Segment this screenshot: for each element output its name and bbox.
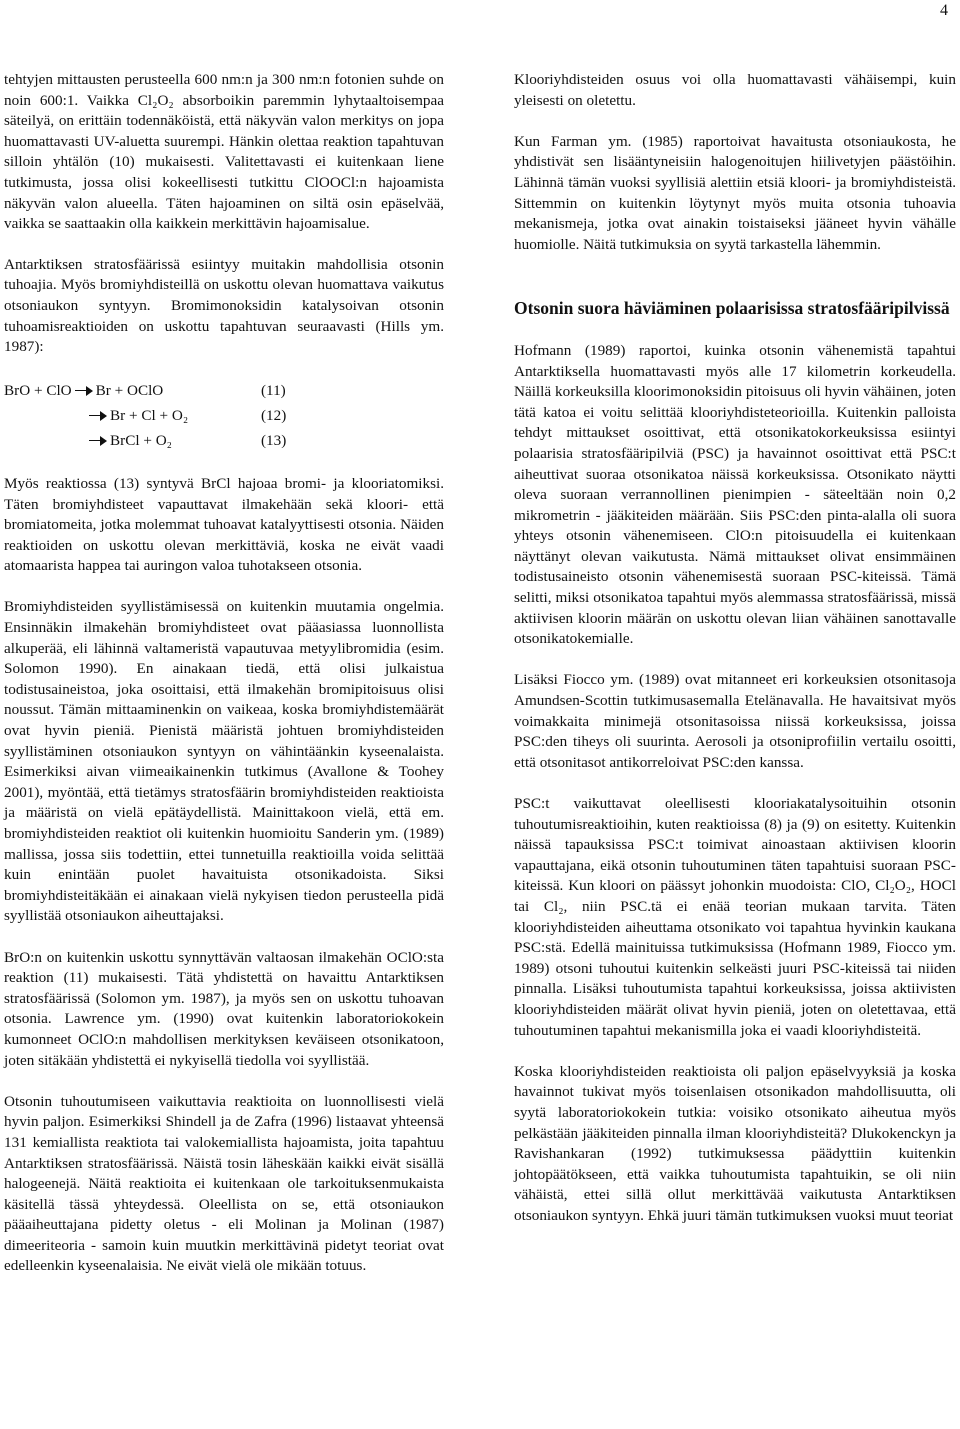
paragraph: Hofmann (1989) raportoi, kuinka otsonin vähenemistä tapahtui Antarktiksella huomattavasti myös alle 17 kilometrin korkeudella. Näillä korkeuksilla kloorimonoksidin pitoisuus oli hyvin vähäinen, joten tätä katoa ei voitu selittää klooriyhdisteteorioilla. Kuitenkin palloista tehdyt mittaukset osoittivat, että otsonikatokorkeuksissa esiintyi polaarisia stratosfääripilviä (PSC) ja havainnot osoittivat että PSC:t aiheuttivat suoraa otsonikatoa näissä korkeuksissa. Otsonikato näytti oleva suoraan verrannollinen pienimpien - säteeltään noin 0,2 mikrometrin - jääkiteiden määrään. Siis PSC:den pinta-alalla oli suora yhteys otsonin vähenemiseen. ClO:n pitoisuudella ei kuitenkaan näyttänyt olevan vaikutusta. Nämä mittaukset olivat ensimmäinen todistusaineisto otsonin vähenemisestä suoraan PSC-kiteissä. Tämä selitti, miksi otsonikatoa tapahtui myös alemmassa stratosfäärissä, missä aktiivisen kloorin määrän on uskottu olevan liian vähäinen sanottavalle otsonikatokemialle. xyxy=(514,341,956,648)
equation-right: Br + Cl + O₂ xyxy=(110,406,189,424)
equation-number: (12) xyxy=(261,406,287,424)
equation-11 xyxy=(4,378,444,403)
left-column xyxy=(4,70,444,1298)
equation-number: (13) xyxy=(261,431,287,449)
paragraph: Otsonin tuhoutumiseen vaikuttavia reaktioita on luonnollisesti vielä hyvin paljon. Esimerkiksi Shindell ja de Zafra (1996) listaavat yhteensä 131 kemiallista reaktiota tai valokemiallista hajoamista, joita tapahtuu Antarktiksen stratosfäärissä. Näistä tosin läheskään kaikki eivät sisällä halogeenejä. Näitä reaktioita ei kuitenkaan ole tarkoituksenmukaista käsitellä tässä yhteydessä. Oleellista on se, että otsoniaukon pääaiheuttajana pidetty oletus - eli Molinan ja Molinan (1987) dimeeriteoria - samoin kuin muutkin merkittävinä pidetyt teoriat ovat edelleenkin kyseenalaisia. Ne eivät vielä ole mikään totuus. xyxy=(4,1092,444,1275)
section-heading: Otsonin suora häviäminen polaarisissa stratosfääripilvissä xyxy=(514,298,950,319)
arrow-icon xyxy=(89,436,107,446)
arrow-icon xyxy=(75,386,93,396)
paragraph: Koska klooriyhdisteiden reaktioista oli paljon epäselvyyksiä ja koska havainnot tukivat myös toisenlaisen otsonikadon mahdollisuutta, oli syytä laboratoriokokein tutkia: voisiko otsonikato aiheutua myös pelkästään jääkiteiden pinnalla ilman klooriyhdisteitä? Dlukokenckyn ja Ravishankaran (1992) tutkimuksessa päädyttiin kuitenkin johtopäätökseen, että vaikka tuhoutumista tapahtuikin, se oli niin vähäistä, ettei sillä ollut merkittävää vaikutusta Antarktiksen otsoniaukon syntyyn. Ehkä juuri tämän tutkimuksen vuoksi muut teoriat xyxy=(514,1062,956,1224)
paragraph: tehtyjen mittausten perusteella 600 nm:n ja 300 nm:n fotonien suhde on noin 600:1. Vaikka Cl₂O₂ absorboikin paremmin lyhytaaltoisempaa säteilyä, on erittäin todennäköistä, että näkyvän valon merkitys on jopa huomattavasti UV-aluetta suurempi. Hänkin olettaa reaktion tapahtuvan silloin yhtälön (10) mukaisesti. Valitettavasti ei kuitenkaan liene tutkimusta, jossa olisi kokeellisesti tutkittu ClOOCl:n hajoamista näkyvän valon alueella. Täten hajoaminen on siltä osin epäselvää, vaikka se saattaakin olla kaikkein merkittävin hajoamisalue. xyxy=(4,71,444,233)
right-column xyxy=(514,70,956,1247)
equation-right: Br + OClO xyxy=(95,381,164,399)
paragraph: Kun Farman ym. (1985) raportoivat havaitusta otsoniaukosta, he yhdistivät sen lisääntyneisiin halogenoitujen hiilivetyjen päästöihin. Lähinnä tämän vuoksi syyllisiä alettiin etsiä kloori- ja bromiyhdisteistä. Sittemmin on kuitenkin löytynyt myös muita otsonia tuhoavia mekanismeja, jotka ovat ainakin toistaiseksi jääneet hyvin vähälle huomiolle. Näitä tutkimuksia on syytä tarkastella lähemmin. xyxy=(514,132,956,253)
equation-12 xyxy=(4,403,444,428)
paragraph: BrO:n on kuitenkin uskottu synnyttävän valtaosan ilmakehän OClO:sta reaktion (11) mukaisesti. Tätä yhdistettä on havaittu Antarktiksen stratosfäärissä (Solomon ym. 1987), ja myös sen on uskottu tuhoavan otsonia. Lawrence ym. (1990) ovat kuitenkin laboratoriokokein kumonneet OClO:n mahdollisen merkityksen keväiseen otsonikatoon, joten sitäkään yhdistettä ei nykyisellä tiedolla voi syyllistää. xyxy=(4,948,444,1069)
paragraph: Antarktiksen stratosfäärissä esiintyy muitakin mahdollisia otsonin tuhoajia. Myös bromiyhdisteillä on uskottu olevan huomattava vaikutus otsoniaukon syntyyn. Bromimonoksidin katalysoivan otsonin tuhoamisreaktioiden on uskottu tapahtuvan seuraavasti (Hills ym. 1987): xyxy=(4,255,444,356)
equation-number: (11) xyxy=(261,381,286,399)
page-number: 4 xyxy=(940,2,948,19)
arrow-icon xyxy=(89,411,107,421)
paragraph: Bromiyhdisteiden syyllistämisessä on kuitenkin muutamia ongelmia. Ensinnäkin ilmakehän bromiyhdisteet ovat pääasiassa luonnollista alkuperää, eli lähinnä valtameristä vapautuvaa metyylibromidia (esim. Solomon 1990). En ainakaan tiedä, että olisi julkaistua todistusaineistoa, joka osoittaisi, että ilmakehän bromipitoisuus olisi noussut. Tämän mittaaminenkin on vaikeaa, koska bromiyhdistemäärät ovat hyvin pieniä. Pienistä määristä johtuen bromiyhdisteiden syyllistäminen otsoniaukon syntyyn on vähintäänkin kyseenalaista. Esimerkiksi aivan viimeaikainenkin tutkimus (Avallone & Toohey 2001), myöntää, että tietämys stratosfäärin bromiyhdisteiden reaktioista ja määristä on vielä epätäydellistä. Mainittakoon vielä, että em. bromiyhdisteiden reaktiot oli kuitenkin huomioitu Sanderin ym. (1989) mallissa, jossa siis todettiin, ettei tunnetuilla reaktioilla voida selittää kuin enintään puolet havaituista otsonikadoista. Siksi bromiyhdisteitäkään ei ainakaan vielä nykyisen tiedon perusteella pidä syyllistää otsoniaukon aiheuttajaksi. xyxy=(4,598,444,925)
reaction-equations xyxy=(4,378,444,453)
paragraph: Klooriyhdisteiden osuus voi olla huomattavasti vähäisempi, kuin yleisesti on oletettu. xyxy=(514,71,956,109)
paragraph: Lisäksi Fiocco ym. (1989) ovat mitanneet eri korkeuksien otsonitasoja Amundsen-Scottin tutkimusasemalla Etelänavalla. He havaitsivat myös voimakkaita minimejä otsonitasoissa niissä korkeuksissa, joissa PSC:den tiheys oli suurinta. Aerosoli ja otsoniprofiilin vertailu osoitti, että otsonitasot antikorreloivat PSC:den kanssa. xyxy=(514,671,956,771)
equation-right: BrCl + O₂ xyxy=(110,431,172,449)
equation-left: BrO + ClO xyxy=(4,381,72,399)
paragraph: Myös reaktiossa (13) syntyvä BrCl hajoaa bromi- ja klooriatomiksi. Täten bromiyhdisteet vapauttavat ilmakehään sekä kloori- että bromiatomeita, jotka molemmat tuhoavat katalyyttisesti otsonia. Näiden reaktioiden on uskottu olevan merkittäviä, koska ne eivät vaadi atomaarista happea tai auringon valoa tuhotakseen otsonia. xyxy=(4,474,444,575)
paragraph: PSC:t vaikuttavat oleellisesti klooriakatalysoituihin otsonin tuhoutumisreaktioihin, kuten reaktioissa (8) ja (9) on esitetty. Kuitenkin näissä tapauksissa PSC:t toimivat ainoastaan aktiivisen kloorin vapauttajana, eikä otsonin tuhoutuminen täten tapahtuisi suoraan PSC-kiteissä. Kun kloori on päässyt johonkin muodoista: ClO, Cl₂O₂, HOCl tai Cl₂, niin PSC.tä ei enää teorian mukaan tarvita. Täten klooriyhdisteiden aiheuttama otsonikato voi tapahtua hyvinkin kaukana PSC:stä. Edellä mainituissa tutkimuksissa (Hofmann 1989, Fiocco ym. 1989) otsoni tuhoutui kuitenkin selkeästi juuri PSC-kiteissä tai niiden pinnalla. Lisäksi tuhoutumista tapahtui korkeuksissa, joissa aktiivisten klooriyhdisteiden määrät olivat hyvin pieniä, joten on oletettavaa, että tuhoutuminen tapahtui mekanismilla joka ei vaadi klooriyhdisteitä. xyxy=(514,795,956,1039)
equation-13 xyxy=(4,428,444,453)
